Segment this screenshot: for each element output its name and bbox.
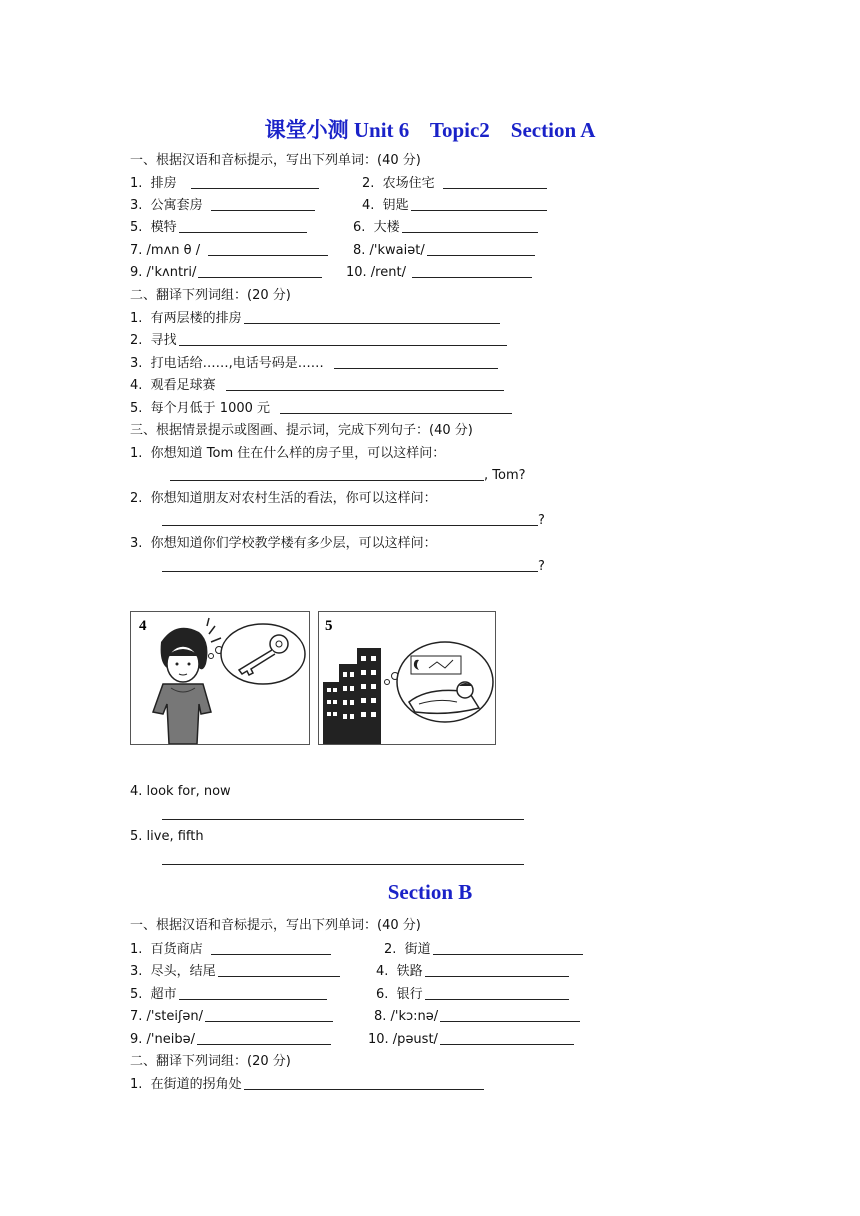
vocab-item: 6. 大楼 bbox=[353, 218, 538, 238]
answer-blank[interactable] bbox=[433, 940, 583, 955]
girl-looking-for-key-icon bbox=[131, 612, 309, 744]
answer-blank[interactable] bbox=[334, 354, 498, 369]
answer-blank[interactable] bbox=[179, 985, 327, 1000]
sentence-answer-line: ? bbox=[160, 511, 545, 531]
answer-blank[interactable] bbox=[179, 218, 307, 233]
picture-number: 4 bbox=[139, 618, 147, 634]
vocab-item: 5. 模特 bbox=[130, 218, 307, 238]
vocab-item: 7. /mʌn θ / bbox=[130, 241, 328, 261]
answer-blank[interactable] bbox=[244, 1075, 484, 1090]
answer-blank[interactable] bbox=[162, 850, 524, 865]
phrase-item: 2. 寻找 bbox=[130, 331, 507, 351]
answer-blank[interactable] bbox=[226, 376, 504, 391]
answer-blank[interactable] bbox=[179, 331, 507, 346]
vocab-item: 10. /pəust/ bbox=[368, 1030, 574, 1050]
situation-prompt: 2. 你想知道朋友对农村生活的看法，你可以这样问： bbox=[130, 491, 437, 506]
section-a-title: 课堂小测 Unit 6 Topic2 Section A bbox=[264, 118, 596, 142]
answer-blank[interactable] bbox=[211, 940, 331, 955]
section-b-part1-heading: 一、根据汉语和音标提示，写出下列单词：(40 分) bbox=[130, 918, 421, 933]
tall-building-sleeping-person-icon bbox=[319, 612, 495, 744]
answer-blank[interactable] bbox=[162, 805, 524, 820]
vocab-item: 1. 百货商店 bbox=[130, 940, 331, 960]
answer-blank[interactable] bbox=[280, 399, 512, 414]
vocab-item: 3. 公寓套房 bbox=[130, 196, 315, 216]
answer-blank[interactable] bbox=[440, 1007, 580, 1022]
vocab-item: 5. 超市 bbox=[130, 985, 327, 1005]
picture-number: 5 bbox=[325, 618, 333, 634]
sentence-answer-line bbox=[160, 850, 524, 870]
answer-blank[interactable] bbox=[440, 1030, 574, 1045]
answer-blank[interactable] bbox=[402, 218, 538, 233]
vocab-item: 4. 钥匙 bbox=[362, 196, 547, 216]
answer-blank[interactable] bbox=[208, 241, 328, 256]
situation-prompt: 3. 你想知道你们学校教学楼有多少层，可以这样问： bbox=[130, 536, 437, 551]
answer-blank[interactable] bbox=[205, 1007, 333, 1022]
picture-4 bbox=[130, 611, 310, 745]
phrase-item: 3. 打电话给……,电话号码是…… bbox=[130, 354, 498, 374]
answer-blank[interactable] bbox=[443, 174, 547, 189]
picture-cue: 5. live, fifth bbox=[130, 829, 204, 844]
vocab-item: 2. 农场住宅 bbox=[362, 174, 547, 194]
sentence-answer-line: , Tom? bbox=[168, 466, 526, 486]
section-a-part2-heading: 二、翻译下列词组：(20 分) bbox=[130, 288, 291, 303]
vocab-item: 7. /'steiʃən/ bbox=[130, 1007, 333, 1027]
answer-blank[interactable] bbox=[427, 241, 535, 256]
phrase-item: 4. 观看足球赛 bbox=[130, 376, 504, 396]
sentence-answer-line bbox=[160, 805, 524, 825]
answer-blank[interactable] bbox=[412, 263, 532, 278]
vocab-item: 4. 铁路 bbox=[376, 962, 569, 982]
answer-blank[interactable] bbox=[211, 196, 315, 211]
picture-cue: 4. look for, now bbox=[130, 784, 231, 799]
vocab-item: 9. /'neibə/ bbox=[130, 1030, 331, 1050]
sentence-answer-line: ? bbox=[160, 557, 545, 577]
answer-blank[interactable] bbox=[170, 466, 484, 481]
situation-prompt: 1. 你想知道 Tom 住在什么样的房子里，可以这样问： bbox=[130, 446, 446, 461]
answer-blank[interactable] bbox=[425, 985, 569, 1000]
answer-blank[interactable] bbox=[425, 962, 569, 977]
vocab-item: 8. /'kwaiət/ bbox=[353, 241, 535, 261]
answer-blank[interactable] bbox=[218, 962, 340, 977]
phrase-item: 1. 有两层楼的排房 bbox=[130, 309, 500, 329]
answer-blank[interactable] bbox=[244, 309, 500, 324]
section-a-part3-heading: 三、根据情景提示或图画、提示词，完成下列句子：(40 分) bbox=[130, 423, 473, 438]
vocab-item: 8. /'kɔ:nə/ bbox=[374, 1007, 580, 1027]
answer-blank[interactable] bbox=[162, 557, 538, 572]
vocab-item: 10. /rent/ bbox=[346, 263, 532, 283]
vocab-item: 3. 尽头，结尾 bbox=[130, 962, 340, 982]
phrase-item: 1. 在街道的拐角处 bbox=[130, 1075, 484, 1095]
vocab-item: 1. 排房 bbox=[130, 174, 319, 194]
answer-blank[interactable] bbox=[191, 174, 319, 189]
answer-blank[interactable] bbox=[197, 1030, 331, 1045]
vocab-item: 2. 街道 bbox=[384, 940, 583, 960]
vocab-item: 6. 银行 bbox=[376, 985, 569, 1005]
vocab-item: 9. /'kʌntri/ bbox=[130, 263, 322, 283]
section-b-part2-heading: 二、翻译下列词组：(20 分) bbox=[130, 1054, 291, 1069]
section-b-title: Section B bbox=[387, 880, 473, 904]
section-a-part1-heading: 一、根据汉语和音标提示，写出下列单词：(40 分) bbox=[130, 153, 421, 168]
picture-5 bbox=[318, 611, 496, 745]
answer-blank[interactable] bbox=[198, 263, 322, 278]
answer-blank[interactable] bbox=[411, 196, 547, 211]
phrase-item: 5. 每个月低于 1000 元 bbox=[130, 399, 512, 419]
answer-blank[interactable] bbox=[162, 511, 538, 526]
